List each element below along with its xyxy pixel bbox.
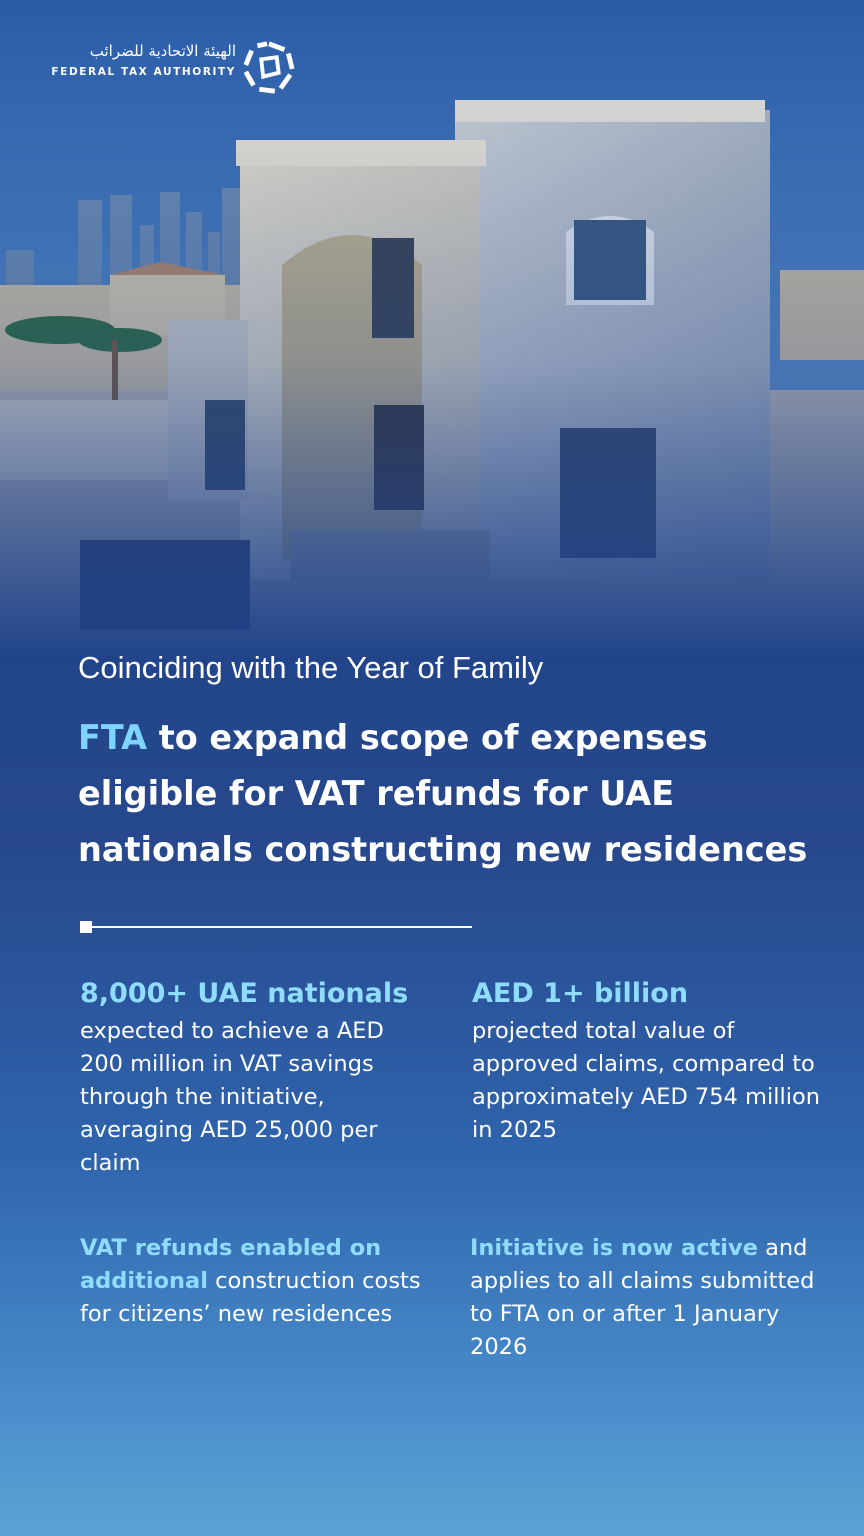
headline [78, 710, 818, 878]
fta-logo [51, 38, 306, 100]
note-initiative-active [470, 1232, 820, 1364]
fta-emblem-icon [240, 38, 298, 96]
divider-line [92, 926, 472, 928]
stat-title: 8,000+ UAE nationals [80, 978, 409, 1009]
note-text [470, 1232, 820, 1364]
headline-text: to expand scope of expenses eligible for VAT refunds for UAE nationals constructing new residences [78, 718, 808, 869]
stat-title: AED 1+ billion [472, 978, 689, 1009]
logo-arabic-text: الهيئة الاتحادية للضرائب [89, 42, 236, 60]
note-body: and applies to all claims submitted to FTA on or after 1 January 2026 [470, 1235, 815, 1360]
divider-dot [80, 921, 92, 933]
stat-text: expected to achieve a AED 200 million in VAT savings through the initiative, averaging AED 25,000 per claim [80, 1018, 384, 1176]
stat-claims-value [472, 978, 822, 1147]
subtitle: Coinciding with the Year of Family [78, 650, 544, 685]
stat-nationals [80, 978, 430, 1180]
note-additional-costs [80, 1232, 430, 1331]
logo-english-text: FEDERAL TAX AUTHORITY [51, 66, 236, 78]
divider [80, 920, 472, 934]
note-highlight: VAT refunds enabled on additional [80, 1235, 382, 1294]
note-body: construction costs for citizens’ new residences [80, 1268, 421, 1327]
stat-text: projected total value of approved claims, compared to approximately AED 754 million in 2025 [472, 1018, 820, 1143]
note-highlight: Initiative is now active [470, 1235, 758, 1261]
headline-accent: FTA [78, 718, 148, 757]
note-text [80, 1232, 430, 1331]
